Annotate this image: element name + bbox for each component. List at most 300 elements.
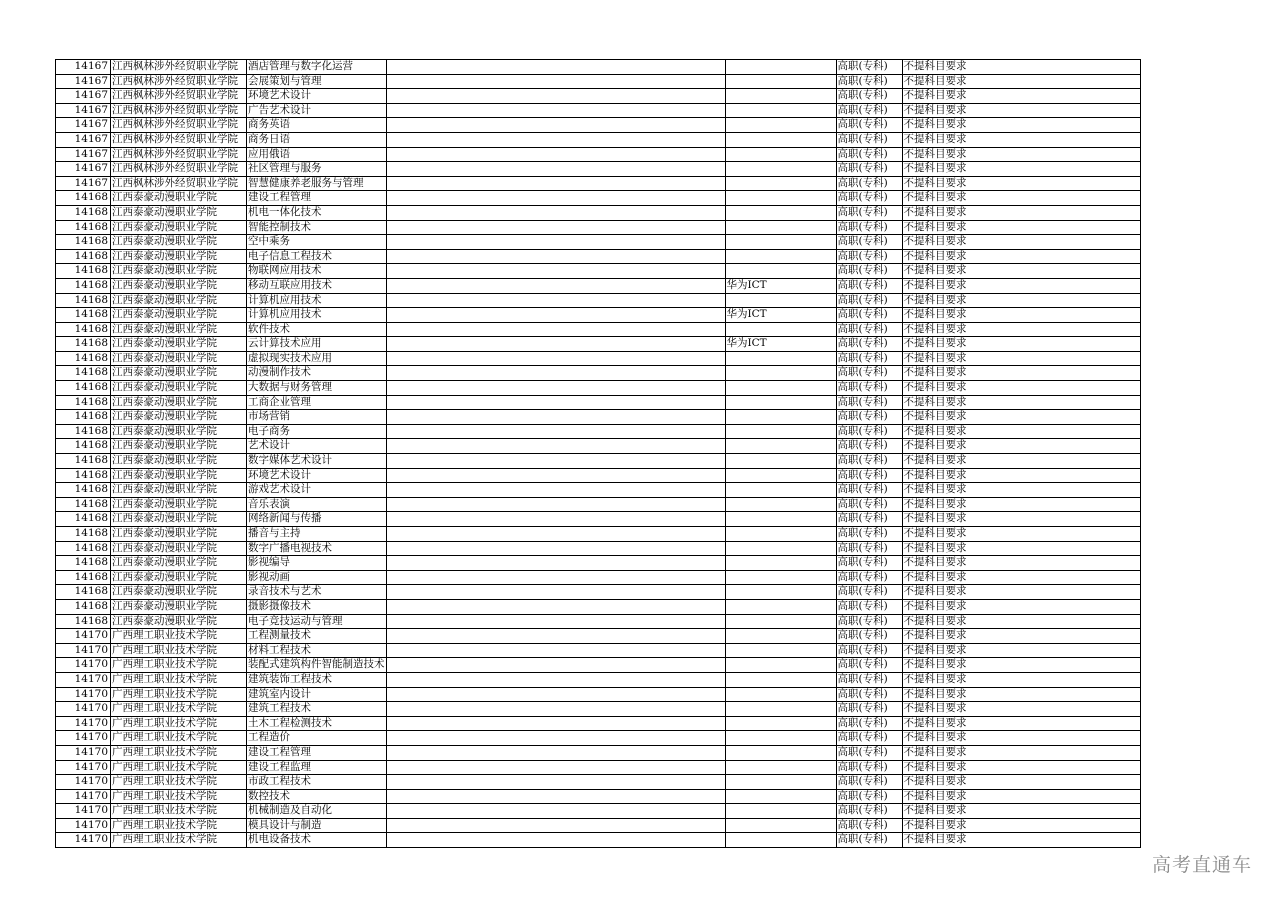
school-name-cell: 江西枫林涉外经贸职业学院	[111, 103, 247, 118]
school-name-cell: 江西泰豪动漫职业学院	[111, 322, 247, 337]
major-name-cell: 建设工程管理	[247, 745, 387, 760]
subject-requirement-cell: 不提科目要求	[902, 833, 1140, 848]
school-code-cell: 14170	[56, 672, 111, 687]
level-cell: 高职(专科)	[836, 366, 902, 381]
empty-cell	[386, 556, 725, 571]
school-name-cell: 广西理工职业技术学院	[111, 731, 247, 746]
empty-cell	[386, 527, 725, 542]
major-name-cell: 播音与主持	[247, 527, 387, 542]
major-name-cell: 移动互联应用技术	[247, 278, 387, 293]
table-row	[56, 483, 1141, 498]
empty-cell	[386, 468, 725, 483]
empty-cell	[386, 687, 725, 702]
level-cell: 高职(专科)	[836, 497, 902, 512]
note-cell	[725, 147, 836, 162]
table-row	[56, 702, 1141, 717]
subject-requirement-cell: 不提科目要求	[902, 162, 1140, 177]
school-name-cell: 江西泰豪动漫职业学院	[111, 351, 247, 366]
note-cell: 华为ICT	[725, 337, 836, 352]
empty-cell	[386, 351, 725, 366]
subject-requirement-cell: 不提科目要求	[902, 308, 1140, 323]
level-cell: 高职(专科)	[836, 322, 902, 337]
empty-cell	[386, 103, 725, 118]
school-name-cell: 广西理工职业技术学院	[111, 789, 247, 804]
school-code-cell: 14168	[56, 570, 111, 585]
note-cell	[725, 249, 836, 264]
major-name-cell: 影视编导	[247, 556, 387, 571]
school-name-cell: 江西枫林涉外经贸职业学院	[111, 147, 247, 162]
level-cell: 高职(专科)	[836, 585, 902, 600]
school-code-cell: 14168	[56, 556, 111, 571]
major-name-cell: 影视动画	[247, 570, 387, 585]
major-name-cell: 艺术设计	[247, 439, 387, 454]
empty-cell	[386, 833, 725, 848]
table-row	[56, 672, 1141, 687]
table-row	[56, 512, 1141, 527]
school-code-cell: 14168	[56, 322, 111, 337]
note-cell	[725, 424, 836, 439]
subject-requirement-cell: 不提科目要求	[902, 322, 1140, 337]
table-row	[56, 308, 1141, 323]
note-cell	[725, 410, 836, 425]
empty-cell	[386, 191, 725, 206]
school-code-cell: 14167	[56, 103, 111, 118]
table-row	[56, 468, 1141, 483]
level-cell: 高职(专科)	[836, 512, 902, 527]
school-name-cell: 江西泰豪动漫职业学院	[111, 541, 247, 556]
major-name-cell: 广告艺术设计	[247, 103, 387, 118]
major-name-cell: 计算机应用技术	[247, 308, 387, 323]
empty-cell	[386, 132, 725, 147]
school-code-cell: 14167	[56, 60, 111, 75]
level-cell: 高职(专科)	[836, 643, 902, 658]
table-row	[56, 249, 1141, 264]
subject-requirement-cell: 不提科目要求	[902, 454, 1140, 469]
note-cell	[725, 687, 836, 702]
school-name-cell: 广西理工职业技术学院	[111, 687, 247, 702]
school-name-cell: 江西枫林涉外经贸职业学院	[111, 89, 247, 104]
school-code-cell: 14170	[56, 716, 111, 731]
empty-cell	[386, 235, 725, 250]
school-code-cell: 14168	[56, 395, 111, 410]
school-code-cell: 14170	[56, 775, 111, 790]
subject-requirement-cell: 不提科目要求	[902, 541, 1140, 556]
major-name-cell: 数字广播电视技术	[247, 541, 387, 556]
subject-requirement-cell: 不提科目要求	[902, 599, 1140, 614]
level-cell: 高职(专科)	[836, 629, 902, 644]
subject-requirement-cell: 不提科目要求	[902, 483, 1140, 498]
school-code-cell: 14170	[56, 702, 111, 717]
school-code-cell: 14168	[56, 512, 111, 527]
school-code-cell: 14168	[56, 308, 111, 323]
empty-cell	[386, 89, 725, 104]
subject-requirement-cell: 不提科目要求	[902, 103, 1140, 118]
school-code-cell: 14167	[56, 74, 111, 89]
level-cell: 高职(专科)	[836, 235, 902, 250]
enrollment-table	[55, 59, 1141, 848]
school-name-cell: 江西泰豪动漫职业学院	[111, 483, 247, 498]
school-code-cell: 14168	[56, 191, 111, 206]
level-cell: 高职(专科)	[836, 249, 902, 264]
empty-cell	[386, 497, 725, 512]
subject-requirement-cell: 不提科目要求	[902, 818, 1140, 833]
school-name-cell: 江西泰豪动漫职业学院	[111, 570, 247, 585]
school-code-cell: 14167	[56, 176, 111, 191]
subject-requirement-cell: 不提科目要求	[902, 147, 1140, 162]
school-name-cell: 江西泰豪动漫职业学院	[111, 235, 247, 250]
major-name-cell: 工程测量技术	[247, 629, 387, 644]
note-cell	[725, 789, 836, 804]
major-name-cell: 商务日语	[247, 132, 387, 147]
empty-cell	[386, 220, 725, 235]
subject-requirement-cell: 不提科目要求	[902, 118, 1140, 133]
note-cell	[725, 833, 836, 848]
table-row	[56, 541, 1141, 556]
note-cell	[725, 381, 836, 396]
note-cell	[725, 205, 836, 220]
school-name-cell: 广西理工职业技术学院	[111, 760, 247, 775]
school-name-cell: 江西泰豪动漫职业学院	[111, 249, 247, 264]
subject-requirement-cell: 不提科目要求	[902, 731, 1140, 746]
school-name-cell: 广西理工职业技术学院	[111, 672, 247, 687]
empty-cell	[386, 643, 725, 658]
note-cell	[725, 804, 836, 819]
note-cell	[725, 614, 836, 629]
note-cell	[725, 322, 836, 337]
empty-cell	[386, 293, 725, 308]
note-cell	[725, 89, 836, 104]
empty-cell	[386, 716, 725, 731]
table-row	[56, 366, 1141, 381]
major-name-cell: 智能控制技术	[247, 220, 387, 235]
note-cell	[725, 235, 836, 250]
level-cell: 高职(专科)	[836, 147, 902, 162]
school-name-cell: 江西泰豪动漫职业学院	[111, 512, 247, 527]
level-cell: 高职(专科)	[836, 439, 902, 454]
table-row	[56, 585, 1141, 600]
level-cell: 高职(专科)	[836, 818, 902, 833]
table-row	[56, 658, 1141, 673]
note-cell	[725, 818, 836, 833]
school-name-cell: 江西泰豪动漫职业学院	[111, 337, 247, 352]
major-name-cell: 摄影摄像技术	[247, 599, 387, 614]
table-row	[56, 760, 1141, 775]
major-name-cell: 社区管理与服务	[247, 162, 387, 177]
note-cell	[725, 731, 836, 746]
subject-requirement-cell: 不提科目要求	[902, 366, 1140, 381]
empty-cell	[386, 162, 725, 177]
note-cell	[725, 366, 836, 381]
empty-cell	[386, 760, 725, 775]
school-name-cell: 广西理工职业技术学院	[111, 775, 247, 790]
level-cell: 高职(专科)	[836, 789, 902, 804]
school-name-cell: 江西泰豪动漫职业学院	[111, 468, 247, 483]
note-cell	[725, 570, 836, 585]
level-cell: 高职(专科)	[836, 556, 902, 571]
major-name-cell: 市场营销	[247, 410, 387, 425]
school-code-cell: 14167	[56, 118, 111, 133]
level-cell: 高职(专科)	[836, 468, 902, 483]
school-code-cell: 14168	[56, 278, 111, 293]
note-cell	[725, 512, 836, 527]
subject-requirement-cell: 不提科目要求	[902, 527, 1140, 542]
major-name-cell: 机械制造及自动化	[247, 804, 387, 819]
subject-requirement-cell: 不提科目要求	[902, 410, 1140, 425]
major-name-cell: 装配式建筑构件智能制造技术	[247, 658, 387, 673]
table-row	[56, 527, 1141, 542]
note-cell	[725, 775, 836, 790]
school-code-cell: 14168	[56, 220, 111, 235]
empty-cell	[386, 366, 725, 381]
watermark: 高考直通车	[1151, 854, 1252, 876]
level-cell: 高职(专科)	[836, 731, 902, 746]
subject-requirement-cell: 不提科目要求	[902, 745, 1140, 760]
table-row	[56, 687, 1141, 702]
school-name-cell: 江西泰豪动漫职业学院	[111, 556, 247, 571]
school-name-cell: 江西泰豪动漫职业学院	[111, 205, 247, 220]
table-row	[56, 351, 1141, 366]
major-name-cell: 游戏艺术设计	[247, 483, 387, 498]
empty-cell	[386, 118, 725, 133]
school-code-cell: 14170	[56, 731, 111, 746]
table-row	[56, 162, 1141, 177]
school-name-cell: 广西理工职业技术学院	[111, 745, 247, 760]
major-name-cell: 建筑室内设计	[247, 687, 387, 702]
subject-requirement-cell: 不提科目要求	[902, 760, 1140, 775]
major-name-cell: 音乐表演	[247, 497, 387, 512]
subject-requirement-cell: 不提科目要求	[902, 191, 1140, 206]
empty-cell	[386, 599, 725, 614]
note-cell	[725, 454, 836, 469]
table-row	[56, 614, 1141, 629]
major-name-cell: 会展策划与管理	[247, 74, 387, 89]
level-cell: 高职(专科)	[836, 527, 902, 542]
school-code-cell: 14168	[56, 205, 111, 220]
empty-cell	[386, 264, 725, 279]
empty-cell	[386, 176, 725, 191]
subject-requirement-cell: 不提科目要求	[902, 658, 1140, 673]
level-cell: 高职(专科)	[836, 702, 902, 717]
empty-cell	[386, 745, 725, 760]
table-row	[56, 205, 1141, 220]
level-cell: 高职(专科)	[836, 775, 902, 790]
note-cell	[725, 541, 836, 556]
table-row	[56, 118, 1141, 133]
empty-cell	[386, 395, 725, 410]
school-name-cell: 广西理工职业技术学院	[111, 818, 247, 833]
level-cell: 高职(专科)	[836, 351, 902, 366]
school-name-cell: 广西理工职业技术学院	[111, 804, 247, 819]
note-cell	[725, 599, 836, 614]
table-row	[56, 410, 1141, 425]
empty-cell	[386, 585, 725, 600]
major-name-cell: 电子信息工程技术	[247, 249, 387, 264]
school-name-cell: 江西泰豪动漫职业学院	[111, 439, 247, 454]
table-row	[56, 103, 1141, 118]
subject-requirement-cell: 不提科目要求	[902, 424, 1140, 439]
major-name-cell: 环境艺术设计	[247, 468, 387, 483]
school-code-cell: 14168	[56, 337, 111, 352]
level-cell: 高职(专科)	[836, 381, 902, 396]
school-code-cell: 14168	[56, 541, 111, 556]
school-name-cell: 广西理工职业技术学院	[111, 643, 247, 658]
school-code-cell: 14167	[56, 162, 111, 177]
subject-requirement-cell: 不提科目要求	[902, 395, 1140, 410]
table-row	[56, 322, 1141, 337]
school-code-cell: 14170	[56, 789, 111, 804]
level-cell: 高职(专科)	[836, 454, 902, 469]
empty-cell	[386, 570, 725, 585]
major-name-cell: 网络新闻与传播	[247, 512, 387, 527]
school-name-cell: 江西泰豪动漫职业学院	[111, 264, 247, 279]
level-cell: 高职(专科)	[836, 760, 902, 775]
school-code-cell: 14170	[56, 643, 111, 658]
subject-requirement-cell: 不提科目要求	[902, 74, 1140, 89]
school-name-cell: 江西泰豪动漫职业学院	[111, 599, 247, 614]
subject-requirement-cell: 不提科目要求	[902, 614, 1140, 629]
empty-cell	[386, 804, 725, 819]
table-row	[56, 235, 1141, 250]
school-name-cell: 广西理工职业技术学院	[111, 716, 247, 731]
table-row	[56, 643, 1141, 658]
school-code-cell: 14167	[56, 132, 111, 147]
school-name-cell: 江西泰豪动漫职业学院	[111, 527, 247, 542]
school-name-cell: 江西枫林涉外经贸职业学院	[111, 118, 247, 133]
subject-requirement-cell: 不提科目要求	[902, 89, 1140, 104]
note-cell	[725, 760, 836, 775]
empty-cell	[386, 205, 725, 220]
subject-requirement-cell: 不提科目要求	[902, 235, 1140, 250]
school-name-cell: 江西泰豪动漫职业学院	[111, 191, 247, 206]
note-cell	[725, 745, 836, 760]
level-cell: 高职(专科)	[836, 89, 902, 104]
level-cell: 高职(专科)	[836, 337, 902, 352]
note-cell	[725, 556, 836, 571]
major-name-cell: 机电设备技术	[247, 833, 387, 848]
table-row	[56, 629, 1141, 644]
school-name-cell: 广西理工职业技术学院	[111, 833, 247, 848]
level-cell: 高职(专科)	[836, 541, 902, 556]
note-cell	[725, 702, 836, 717]
table-row	[56, 395, 1141, 410]
major-name-cell: 计算机应用技术	[247, 293, 387, 308]
note-cell	[725, 74, 836, 89]
school-name-cell: 江西枫林涉外经贸职业学院	[111, 176, 247, 191]
table-row	[56, 716, 1141, 731]
table-row	[56, 337, 1141, 352]
empty-cell	[386, 483, 725, 498]
subject-requirement-cell: 不提科目要求	[902, 775, 1140, 790]
school-name-cell: 江西枫林涉外经贸职业学院	[111, 162, 247, 177]
major-name-cell: 建设工程管理	[247, 191, 387, 206]
subject-requirement-cell: 不提科目要求	[902, 556, 1140, 571]
table-row	[56, 570, 1141, 585]
level-cell: 高职(专科)	[836, 103, 902, 118]
school-name-cell: 江西泰豪动漫职业学院	[111, 293, 247, 308]
note-cell	[725, 191, 836, 206]
major-name-cell: 录音技术与艺术	[247, 585, 387, 600]
note-cell	[725, 162, 836, 177]
table-row	[56, 789, 1141, 804]
level-cell: 高职(专科)	[836, 74, 902, 89]
level-cell: 高职(专科)	[836, 483, 902, 498]
major-name-cell: 环境艺术设计	[247, 89, 387, 104]
empty-cell	[386, 322, 725, 337]
major-name-cell: 数字媒体艺术设计	[247, 454, 387, 469]
table-row	[56, 804, 1141, 819]
subject-requirement-cell: 不提科目要求	[902, 468, 1140, 483]
table-row	[56, 176, 1141, 191]
school-code-cell: 14168	[56, 424, 111, 439]
major-name-cell: 物联网应用技术	[247, 264, 387, 279]
level-cell: 高职(专科)	[836, 833, 902, 848]
school-name-cell: 广西理工职业技术学院	[111, 702, 247, 717]
table-row	[56, 132, 1141, 147]
major-name-cell: 机电一体化技术	[247, 205, 387, 220]
school-code-cell: 14168	[56, 585, 111, 600]
school-code-cell: 14167	[56, 89, 111, 104]
table-row	[56, 731, 1141, 746]
school-name-cell: 江西泰豪动漫职业学院	[111, 454, 247, 469]
school-name-cell: 江西泰豪动漫职业学院	[111, 395, 247, 410]
subject-requirement-cell: 不提科目要求	[902, 570, 1140, 585]
major-name-cell: 空中乘务	[247, 235, 387, 250]
empty-cell	[386, 147, 725, 162]
school-code-cell: 14170	[56, 745, 111, 760]
level-cell: 高职(专科)	[836, 804, 902, 819]
empty-cell	[386, 789, 725, 804]
note-cell	[725, 293, 836, 308]
level-cell: 高职(专科)	[836, 264, 902, 279]
major-name-cell: 材料工程技术	[247, 643, 387, 658]
empty-cell	[386, 614, 725, 629]
subject-requirement-cell: 不提科目要求	[902, 381, 1140, 396]
subject-requirement-cell: 不提科目要求	[902, 337, 1140, 352]
table-row	[56, 220, 1141, 235]
table-row	[56, 264, 1141, 279]
level-cell: 高职(专科)	[836, 424, 902, 439]
major-name-cell: 智慧健康养老服务与管理	[247, 176, 387, 191]
subject-requirement-cell: 不提科目要求	[902, 176, 1140, 191]
major-name-cell: 商务英语	[247, 118, 387, 133]
level-cell: 高职(专科)	[836, 118, 902, 133]
note-cell	[725, 132, 836, 147]
subject-requirement-cell: 不提科目要求	[902, 629, 1140, 644]
level-cell: 高职(专科)	[836, 658, 902, 673]
major-name-cell: 电子竞技运动与管理	[247, 614, 387, 629]
table-row	[56, 191, 1141, 206]
school-name-cell: 江西泰豪动漫职业学院	[111, 366, 247, 381]
school-code-cell: 14168	[56, 293, 111, 308]
note-cell	[725, 468, 836, 483]
school-code-cell: 14168	[56, 264, 111, 279]
subject-requirement-cell: 不提科目要求	[902, 293, 1140, 308]
school-code-cell: 14168	[56, 381, 111, 396]
level-cell: 高职(专科)	[836, 410, 902, 425]
note-cell	[725, 176, 836, 191]
school-code-cell: 14170	[56, 760, 111, 775]
level-cell: 高职(专科)	[836, 132, 902, 147]
note-cell	[725, 118, 836, 133]
school-code-cell: 14170	[56, 818, 111, 833]
subject-requirement-cell: 不提科目要求	[902, 278, 1140, 293]
note-cell	[725, 103, 836, 118]
school-code-cell: 14168	[56, 497, 111, 512]
school-code-cell: 14170	[56, 804, 111, 819]
school-code-cell: 14168	[56, 614, 111, 629]
major-name-cell: 工程造价	[247, 731, 387, 746]
major-name-cell: 建筑装饰工程技术	[247, 672, 387, 687]
